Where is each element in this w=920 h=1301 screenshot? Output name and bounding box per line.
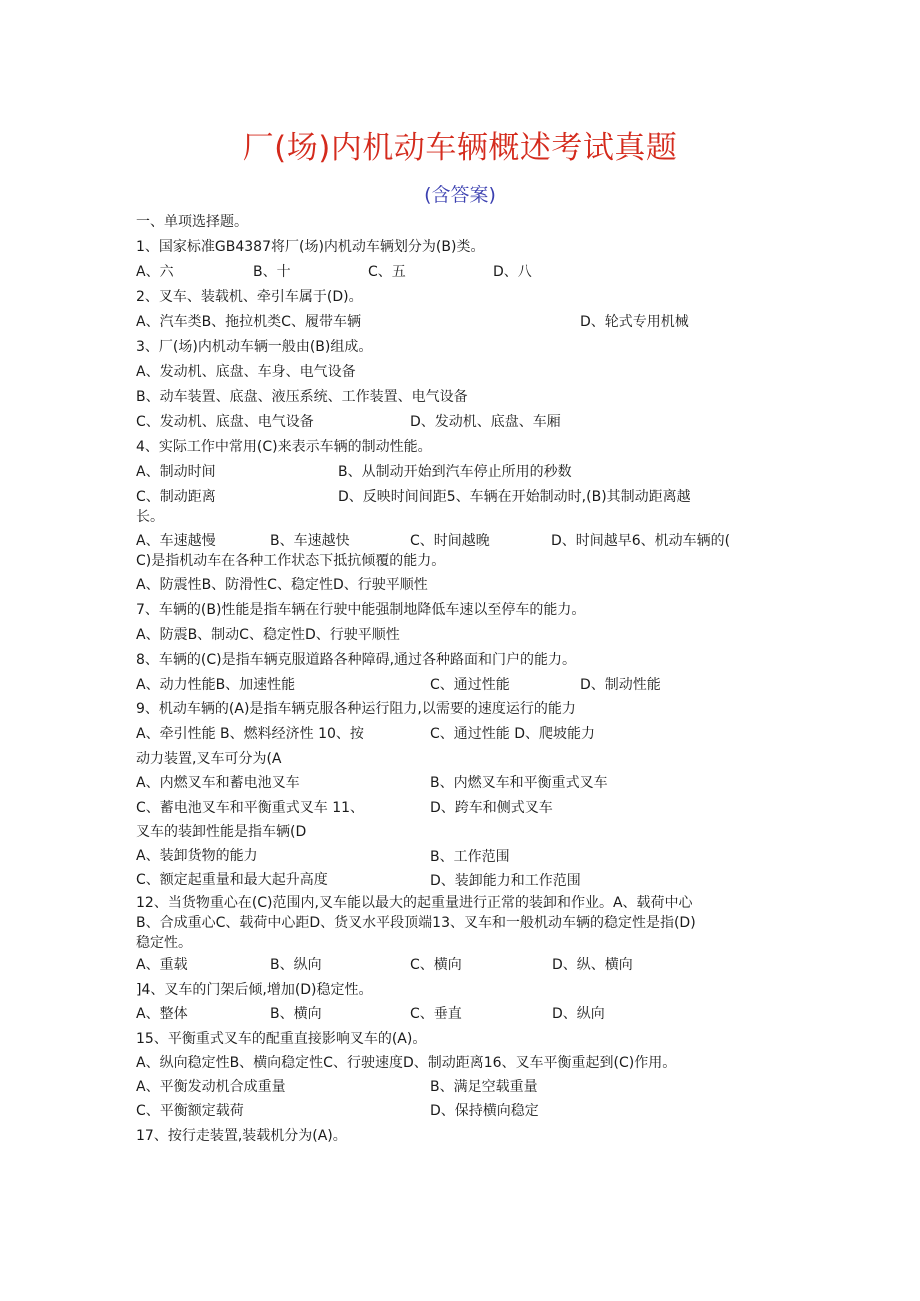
text-line: 长。 (136, 509, 164, 525)
text-line: B、合成重心C、载荷中心距D、货叉水平段顶端13、叉车和一般机动车辆的稳定性是指(D) (136, 915, 696, 931)
text-line: D、轮式专用机械 (580, 314, 689, 330)
text-line: B、纵向 (270, 957, 322, 973)
text-line: C、五 (368, 264, 406, 280)
text-line: A、动力性能B、加速性能 (136, 677, 296, 693)
text-line: A、汽车类B、拖拉机类C、履带车辆 (136, 314, 361, 330)
text-line: 3、厂(场)内机动车辆一般由(B)组成。 (136, 339, 373, 355)
text-line: D、八 (493, 264, 532, 280)
text-line: A、防震B、制动C、稳定性D、行驶平顺性 (136, 627, 400, 643)
text-line: A、纵向稳定性B、横向稳定性C、行驶速度D、制动距离16、叉车平衡重起到(C)作用。 (136, 1055, 677, 1071)
text-line: B、从制动开始到汽车停止所用的秒数 (338, 464, 572, 480)
text-line: B、车速越快 (270, 533, 350, 549)
text-line: B、动车装置、底盘、液压系统、工作装置、电气设备 (136, 389, 468, 405)
text-line: B、横向 (270, 1006, 322, 1022)
text-line: C、额定起重量和最大起升高度 (136, 872, 328, 888)
text-line: C、制动距离 (136, 489, 216, 505)
text-line: 叉车的装卸性能是指车辆(D (136, 824, 307, 840)
text-line: D、发动机、底盘、车厢 (410, 414, 561, 430)
text-line: C、通过性能 (430, 677, 510, 693)
text-line: 15、平衡重式叉车的配重直接影响叉车的(A)。 (136, 1031, 427, 1047)
text-line: C、蓄电池叉车和平衡重式叉车 11、 (136, 800, 365, 816)
text-line: A、防震性B、防滑性C、稳定性D、行驶平顺性 (136, 577, 428, 593)
text-line: D、纵、横向 (552, 957, 633, 973)
text-line: C、垂直 (410, 1006, 462, 1022)
text-line: D、制动性能 (580, 677, 661, 693)
text-line: B、内燃叉车和平衡重式叉车 (430, 775, 608, 791)
text-line: 一、单项选择题。 (136, 214, 248, 230)
text-line: D、保持横向稳定 (430, 1103, 539, 1119)
text-line: C、时间越晚 (410, 533, 490, 549)
text-line: 7、车辆的(B)性能是指车辆在行驶中能强制地降低车速以至停车的能力。 (136, 602, 586, 618)
text-line: A、内燃叉车和蓄电池叉车 (136, 775, 300, 791)
text-line: C、通过性能 D、爬坡能力 (430, 726, 596, 742)
text-line: C、发动机、底盘、电气设备 (136, 414, 314, 430)
text-line: 17、按行走装置,装载机分为(A)。 (136, 1128, 347, 1144)
text-line: 4、实际工作中常用(C)来表示车辆的制动性能。 (136, 439, 432, 455)
text-line: 9、机动车辆的(A)是指车辆克服各种运行阻力,以需要的速度运行的能力 (136, 701, 576, 717)
text-line: ]4、叉车的门架后倾,增加(D)稳定性。 (136, 982, 373, 998)
text-line: A、牵引性能 B、燃料经济性 10、按 (136, 726, 364, 742)
text-line: D、跨车和侧式叉车 (430, 800, 553, 816)
text-line: B、十 (253, 264, 291, 280)
text-line: D、纵向 (552, 1006, 605, 1022)
text-line: A、重载 (136, 957, 188, 973)
text-line: A、整体 (136, 1006, 188, 1022)
text-line: A、车速越慢 (136, 533, 216, 549)
text-line: D、反映时间间距5、车辆在开始制动时,(B)其制动距离越 (338, 489, 691, 505)
text-line: 8、车辆的(C)是指车辆克服道路各种障碍,通过各种路面和门户的能力。 (136, 652, 577, 668)
text-line: 动力装置,叉车可分为(A (136, 751, 282, 767)
text-line: A、平衡发动机合成重量 (136, 1079, 286, 1095)
document-subtitle: (含答案) (424, 184, 496, 206)
text-line: 2、叉车、装载机、牵引车属于(D)。 (136, 289, 363, 305)
text-line: 稳定性。 (136, 935, 192, 951)
text-line: 12、当货物重心在(C)范围内,叉车能以最大的起重量进行正常的装卸和作业。A、载荷中心 (136, 895, 693, 911)
text-line: C)是指机动车在各种工作状态下抵抗倾覆的能力。 (136, 553, 446, 569)
text-line: C、横向 (410, 957, 462, 973)
text-line: A、制动时间 (136, 464, 216, 480)
text-line: D、装卸能力和工作范围 (430, 873, 581, 889)
text-line: B、工作范围 (430, 849, 510, 865)
text-line: A、发动机、底盘、车身、电气设备 (136, 364, 356, 380)
text-line: D、时间越早6、机动车辆的( (551, 533, 731, 549)
text-line: A、装卸货物的能力 (136, 848, 258, 864)
text-line: A、六 (136, 264, 174, 280)
document-title: 厂(场)内机动车辆概述考试真题 (242, 130, 678, 166)
text-line: C、平衡额定载荷 (136, 1103, 244, 1119)
text-line: B、满足空载重量 (430, 1079, 538, 1095)
text-line: 1、国家标准GB4387将厂(场)内机动车辆划分为(B)类。 (136, 239, 485, 255)
